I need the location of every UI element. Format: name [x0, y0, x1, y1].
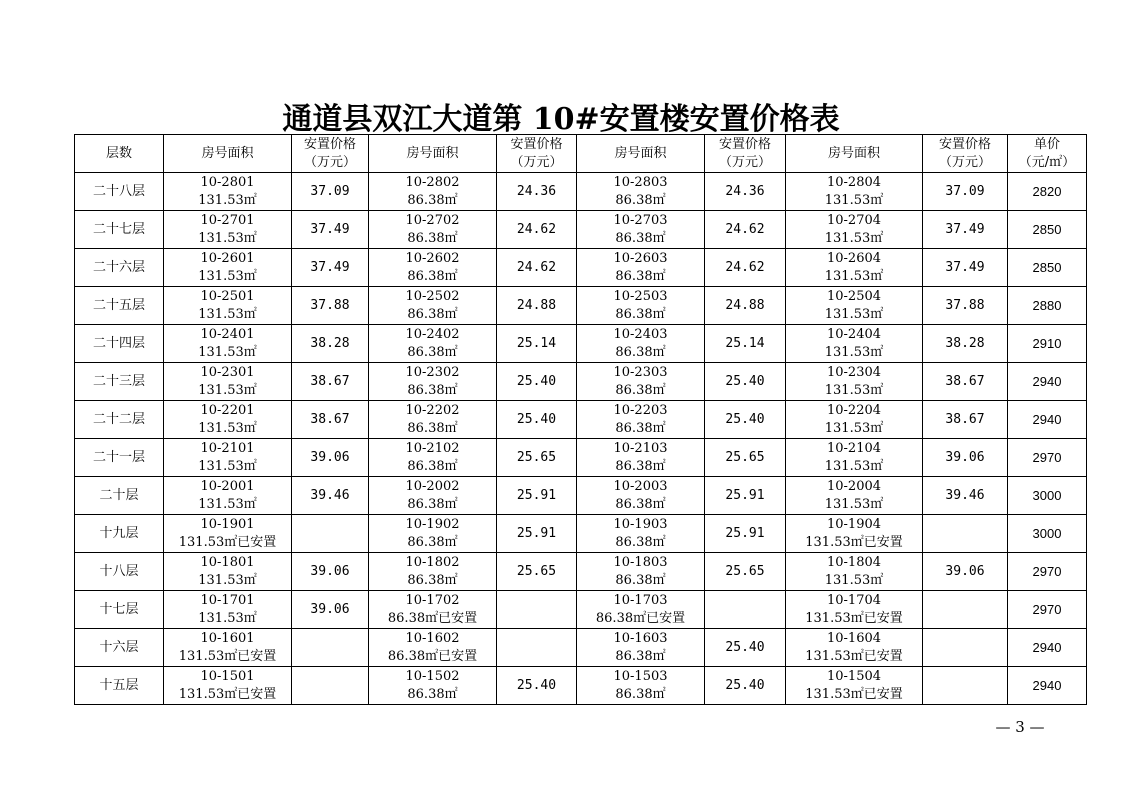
table-row: [75, 211, 1087, 249]
price-cell: 24.62: [705, 211, 786, 249]
header-price-line2: （万元）: [303, 154, 356, 170]
room-cell: [164, 553, 292, 591]
header-price: [923, 135, 1008, 173]
room-area: 86.38㎡已安置: [387, 648, 478, 664]
room-number: 10-1901: [200, 516, 255, 532]
room-area: 86.38㎡: [407, 382, 458, 398]
unit-price-cell: 2880: [1008, 287, 1087, 325]
room-area: 86.38㎡: [615, 192, 666, 208]
floor-cell: 二十七层: [75, 211, 164, 249]
room-area: 86.38㎡: [407, 496, 458, 512]
room-number: 10-2703: [613, 212, 668, 228]
room-number: 10-2801: [200, 174, 255, 190]
price-cell: 37.49: [923, 249, 1008, 287]
room-number: 10-2802: [405, 174, 460, 190]
room-cell: [164, 667, 292, 705]
room-area: 86.38㎡: [615, 458, 666, 474]
room-number: 10-2002: [405, 478, 460, 494]
price-cell: 24.36: [497, 173, 577, 211]
table-row: [75, 401, 1087, 439]
room-number: 10-1604: [826, 630, 882, 646]
room-number: 10-2704: [826, 212, 882, 228]
room-area: 131.53㎡已安置: [805, 534, 903, 550]
room-area: 86.38㎡: [615, 268, 666, 284]
price-cell: 25.40: [497, 363, 577, 401]
room-number: 10-2302: [405, 364, 460, 380]
room-cell: [369, 249, 497, 287]
price-cell: [923, 591, 1008, 629]
room-cell: [786, 667, 923, 705]
price-cell: 38.28: [923, 325, 1008, 363]
room-area: 131.53㎡: [198, 192, 257, 208]
floor-cell: 二十层: [75, 477, 164, 515]
header-room-area: 房号面积: [369, 135, 497, 173]
room-cell: [577, 591, 705, 629]
price-cell: [705, 591, 786, 629]
room-number: 10-1501: [200, 668, 255, 684]
room-cell: [577, 249, 705, 287]
room-cell: [786, 287, 923, 325]
floor-cell: 十六层: [75, 629, 164, 667]
room-area: 86.38㎡: [615, 230, 666, 246]
room-number: 10-2603: [613, 250, 668, 266]
unit-price-cell: 3000: [1008, 515, 1087, 553]
header-room-area: 房号面积: [786, 135, 923, 173]
room-number: 10-2103: [613, 440, 668, 456]
header-price-line1: 安置价格: [718, 136, 771, 152]
price-cell: 37.09: [292, 173, 369, 211]
room-cell: [786, 401, 923, 439]
room-cell: [577, 629, 705, 667]
room-number: 10-2602: [405, 250, 460, 266]
price-cell: 37.49: [292, 249, 369, 287]
price-cell: 39.06: [292, 439, 369, 477]
room-number: 10-1902: [405, 516, 460, 532]
price-cell: 24.36: [705, 173, 786, 211]
room-area: 131.53㎡: [824, 268, 884, 284]
header-price-line2: （万元）: [510, 154, 563, 170]
room-cell: [577, 287, 705, 325]
room-cell: [786, 515, 923, 553]
room-cell: [164, 363, 292, 401]
room-area: 131.53㎡: [198, 306, 257, 322]
page-number: — 3 —: [995, 718, 1045, 736]
price-cell: [292, 629, 369, 667]
price-cell: 25.65: [705, 439, 786, 477]
table-row: [75, 173, 1087, 211]
table-row: [75, 553, 1087, 591]
room-area: 131.53㎡: [824, 458, 884, 474]
header-price-line1: 安置价格: [303, 136, 356, 152]
price-cell: 37.49: [923, 211, 1008, 249]
room-area: 86.38㎡: [615, 420, 666, 436]
unit-price-cell: 2970: [1008, 439, 1087, 477]
room-number: 10-2003: [613, 478, 668, 494]
price-cell: 37.49: [292, 211, 369, 249]
table-row: [75, 325, 1087, 363]
room-area: 131.53㎡: [198, 230, 257, 246]
room-number: 10-2601: [200, 250, 255, 266]
header-unit-line1: 单价: [1033, 136, 1060, 152]
room-cell: [577, 553, 705, 591]
unit-price-cell: 3000: [1008, 477, 1087, 515]
header-price: [705, 135, 786, 173]
room-area: 131.53㎡: [198, 382, 257, 398]
price-cell: 24.88: [705, 287, 786, 325]
price-cell: 37.88: [923, 287, 1008, 325]
room-cell: [164, 401, 292, 439]
price-cell: 24.62: [497, 211, 577, 249]
price-cell: 37.09: [923, 173, 1008, 211]
room-area: 131.53㎡: [198, 496, 257, 512]
room-number: 10-2301: [200, 364, 255, 380]
table-row: [75, 477, 1087, 515]
room-number: 10-1903: [613, 516, 668, 532]
room-number: 10-1602: [405, 630, 460, 646]
price-cell: 38.28: [292, 325, 369, 363]
price-cell: 25.91: [705, 515, 786, 553]
room-area: 131.53㎡: [824, 306, 884, 322]
room-number: 10-2303: [613, 364, 668, 380]
room-cell: [786, 211, 923, 249]
floor-cell: 二十一层: [75, 439, 164, 477]
price-cell: 24.88: [497, 287, 577, 325]
header-floor: 层数: [75, 135, 164, 173]
floor-cell: 十九层: [75, 515, 164, 553]
room-area: 131.53㎡: [824, 230, 884, 246]
room-cell: [164, 173, 292, 211]
room-area: 131.53㎡已安置: [178, 534, 277, 550]
room-area: 86.38㎡已安置: [595, 610, 686, 626]
room-number: 10-1601: [200, 630, 255, 646]
room-cell: [577, 667, 705, 705]
room-number: 10-1804: [826, 554, 882, 570]
price-cell: [923, 667, 1008, 705]
room-number: 10-1503: [613, 668, 668, 684]
room-cell: [369, 553, 497, 591]
room-area: 86.38㎡: [615, 306, 666, 322]
price-cell: 25.65: [705, 553, 786, 591]
room-area: 86.38㎡: [407, 344, 458, 360]
price-cell: 24.62: [497, 249, 577, 287]
price-cell: 25.91: [497, 515, 577, 553]
price-cell: [497, 591, 577, 629]
price-cell: 38.67: [923, 401, 1008, 439]
unit-price-cell: 2940: [1008, 401, 1087, 439]
room-cell: [369, 363, 497, 401]
room-area: 131.53㎡: [824, 344, 884, 360]
price-cell: 25.91: [497, 477, 577, 515]
room-cell: [577, 363, 705, 401]
room-number: 10-2803: [613, 174, 668, 190]
unit-price-cell: 2970: [1008, 591, 1087, 629]
table-body: [75, 173, 1087, 705]
floor-cell: 二十五层: [75, 287, 164, 325]
room-cell: [577, 173, 705, 211]
table-row: [75, 249, 1087, 287]
room-area: 86.38㎡已安置: [387, 610, 478, 626]
room-cell: [577, 515, 705, 553]
room-area: 131.53㎡: [198, 610, 257, 626]
floor-cell: 十七层: [75, 591, 164, 629]
room-area: 86.38㎡: [407, 686, 458, 702]
room-number: 10-2404: [826, 326, 882, 342]
header-room-area: 房号面积: [164, 135, 292, 173]
room-area: 86.38㎡: [407, 420, 458, 436]
header-unit-line2: （元/㎡）: [1018, 154, 1076, 170]
room-number: 10-2102: [405, 440, 460, 456]
room-cell: [786, 629, 923, 667]
room-cell: [369, 515, 497, 553]
unit-price-cell: 2910: [1008, 325, 1087, 363]
price-cell: 25.14: [705, 325, 786, 363]
room-cell: [369, 439, 497, 477]
room-number: 10-2304: [826, 364, 882, 380]
unit-price-cell: 2940: [1008, 363, 1087, 401]
room-number: 10-2104: [826, 440, 882, 456]
room-cell: [369, 629, 497, 667]
room-number: 10-2001: [200, 478, 255, 494]
room-area: 86.38㎡: [407, 230, 458, 246]
room-number: 10-2504: [826, 288, 882, 304]
room-cell: [369, 287, 497, 325]
room-cell: [577, 211, 705, 249]
unit-price-cell: 2820: [1008, 173, 1087, 211]
room-cell: [164, 439, 292, 477]
price-cell: [497, 629, 577, 667]
room-number: 10-2403: [613, 326, 668, 342]
room-cell: [369, 401, 497, 439]
floor-cell: 二十六层: [75, 249, 164, 287]
price-cell: 37.88: [292, 287, 369, 325]
unit-price-cell: 2850: [1008, 211, 1087, 249]
room-area: 131.53㎡: [198, 572, 257, 588]
room-cell: [577, 477, 705, 515]
header-room-area: 房号面积: [577, 135, 705, 173]
price-cell: 25.65: [497, 553, 577, 591]
room-cell: [164, 325, 292, 363]
room-cell: [164, 629, 292, 667]
room-number: 10-2501: [200, 288, 255, 304]
room-number: 10-2402: [405, 326, 460, 342]
floor-cell: 二十四层: [75, 325, 164, 363]
table-row: [75, 591, 1087, 629]
header-price: [292, 135, 369, 173]
unit-price-cell: 2940: [1008, 629, 1087, 667]
table-row: [75, 439, 1087, 477]
room-cell: [786, 325, 923, 363]
page-title: 通道县双江大道第 10#安置楼安置价格表: [282, 102, 840, 137]
price-cell: 25.91: [705, 477, 786, 515]
room-number: 10-1502: [405, 668, 460, 684]
room-cell: [164, 591, 292, 629]
header-price-line1: 安置价格: [938, 136, 991, 152]
price-cell: 24.62: [705, 249, 786, 287]
floor-cell: 十八层: [75, 553, 164, 591]
floor-cell: 二十三层: [75, 363, 164, 401]
room-area: 131.53㎡: [198, 344, 257, 360]
room-number: 10-1702: [405, 592, 460, 608]
price-cell: 25.40: [705, 363, 786, 401]
room-number: 10-2503: [613, 288, 668, 304]
room-number: 10-2203: [613, 402, 668, 418]
unit-price-cell: 2970: [1008, 553, 1087, 591]
price-cell: 25.40: [705, 401, 786, 439]
room-area: 131.53㎡: [824, 420, 884, 436]
room-area: 131.53㎡已安置: [805, 686, 903, 702]
room-area: 86.38㎡: [615, 382, 666, 398]
floor-cell: 二十二层: [75, 401, 164, 439]
price-cell: 25.40: [705, 667, 786, 705]
header-price-line2: （万元）: [938, 154, 991, 170]
floor-cell: 二十八层: [75, 173, 164, 211]
price-cell: 39.06: [923, 553, 1008, 591]
room-cell: [164, 287, 292, 325]
room-area: 86.38㎡: [407, 306, 458, 322]
room-cell: [369, 477, 497, 515]
room-number: 10-1703: [613, 592, 668, 608]
header-price-line2: （万元）: [718, 154, 771, 170]
room-area: 86.38㎡: [615, 534, 666, 550]
room-area: 86.38㎡: [615, 344, 666, 360]
room-area: 86.38㎡: [407, 268, 458, 284]
room-number: 10-1803: [613, 554, 668, 570]
room-number: 10-1801: [200, 554, 255, 570]
room-cell: [369, 211, 497, 249]
price-cell: 39.06: [292, 591, 369, 629]
room-area: 86.38㎡: [407, 534, 458, 550]
table-row: [75, 515, 1087, 553]
room-cell: [786, 173, 923, 211]
room-area: 131.53㎡已安置: [178, 648, 277, 664]
table-header-row: [75, 135, 1087, 173]
room-cell: [164, 249, 292, 287]
table-row: [75, 287, 1087, 325]
room-cell: [164, 211, 292, 249]
price-cell: 38.67: [923, 363, 1008, 401]
room-area: 86.38㎡: [615, 572, 666, 588]
room-number: 10-2702: [405, 212, 460, 228]
price-cell: 38.67: [292, 401, 369, 439]
price-cell: [923, 515, 1008, 553]
room-area: 131.53㎡: [198, 268, 257, 284]
room-cell: [786, 363, 923, 401]
price-cell: 25.40: [705, 629, 786, 667]
room-area: 131.53㎡: [824, 496, 884, 512]
room-area: 86.38㎡: [615, 648, 666, 664]
room-number: 10-1802: [405, 554, 460, 570]
room-cell: [786, 439, 923, 477]
price-cell: 25.40: [497, 401, 577, 439]
room-cell: [786, 553, 923, 591]
room-cell: [369, 667, 497, 705]
price-cell: [292, 667, 369, 705]
table-row: [75, 363, 1087, 401]
price-cell: [923, 629, 1008, 667]
room-area: 86.38㎡: [407, 192, 458, 208]
room-number: 10-2201: [200, 402, 255, 418]
price-cell: 39.06: [923, 439, 1008, 477]
unit-price-cell: 2850: [1008, 249, 1087, 287]
price-cell: [292, 515, 369, 553]
room-cell: [369, 325, 497, 363]
room-area: 131.53㎡已安置: [805, 610, 903, 626]
price-cell: 25.40: [497, 667, 577, 705]
table-row: [75, 629, 1087, 667]
room-area: 131.53㎡: [824, 382, 884, 398]
price-cell: 39.06: [292, 553, 369, 591]
price-cell: 39.46: [923, 477, 1008, 515]
room-cell: [164, 477, 292, 515]
room-cell: [577, 401, 705, 439]
price-cell: 39.46: [292, 477, 369, 515]
room-number: 10-1603: [613, 630, 668, 646]
room-number: 10-1504: [826, 668, 882, 684]
room-area: 131.53㎡: [198, 420, 257, 436]
room-cell: [577, 439, 705, 477]
floor-cell: 十五层: [75, 667, 164, 705]
header-price: [497, 135, 577, 173]
room-area: 86.38㎡: [615, 496, 666, 512]
room-number: 10-2502: [405, 288, 460, 304]
room-area: 86.38㎡: [407, 572, 458, 588]
unit-price-cell: 2940: [1008, 667, 1087, 705]
price-cell: 25.65: [497, 439, 577, 477]
room-number: 10-2604: [826, 250, 882, 266]
room-number: 10-2701: [200, 212, 255, 228]
room-number: 10-1701: [200, 592, 255, 608]
room-cell: [577, 325, 705, 363]
room-cell: [786, 249, 923, 287]
header-unit-price: [1008, 135, 1087, 173]
room-number: 10-2204: [826, 402, 882, 418]
price-cell: 38.67: [292, 363, 369, 401]
room-cell: [786, 591, 923, 629]
room-area: 86.38㎡: [615, 686, 666, 702]
room-number: 10-2101: [200, 440, 255, 456]
room-area: 86.38㎡: [407, 458, 458, 474]
room-area: 131.53㎡已安置: [805, 648, 903, 664]
room-cell: [164, 515, 292, 553]
room-cell: [786, 477, 923, 515]
room-number: 10-2202: [405, 402, 460, 418]
table-row: [75, 667, 1087, 705]
room-number: 10-1904: [826, 516, 882, 532]
room-number: 10-2401: [200, 326, 255, 342]
room-number: 10-1704: [826, 592, 882, 608]
price-cell: 25.14: [497, 325, 577, 363]
header-price-line1: 安置价格: [510, 136, 563, 152]
price-table: [74, 134, 1087, 705]
room-number: 10-2804: [826, 174, 882, 190]
room-cell: [369, 591, 497, 629]
room-cell: [369, 173, 497, 211]
room-area: 131.53㎡: [824, 192, 884, 208]
room-number: 10-2004: [826, 478, 882, 494]
room-area: 131.53㎡: [824, 572, 884, 588]
room-area: 131.53㎡: [198, 458, 257, 474]
room-area: 131.53㎡已安置: [178, 686, 277, 702]
